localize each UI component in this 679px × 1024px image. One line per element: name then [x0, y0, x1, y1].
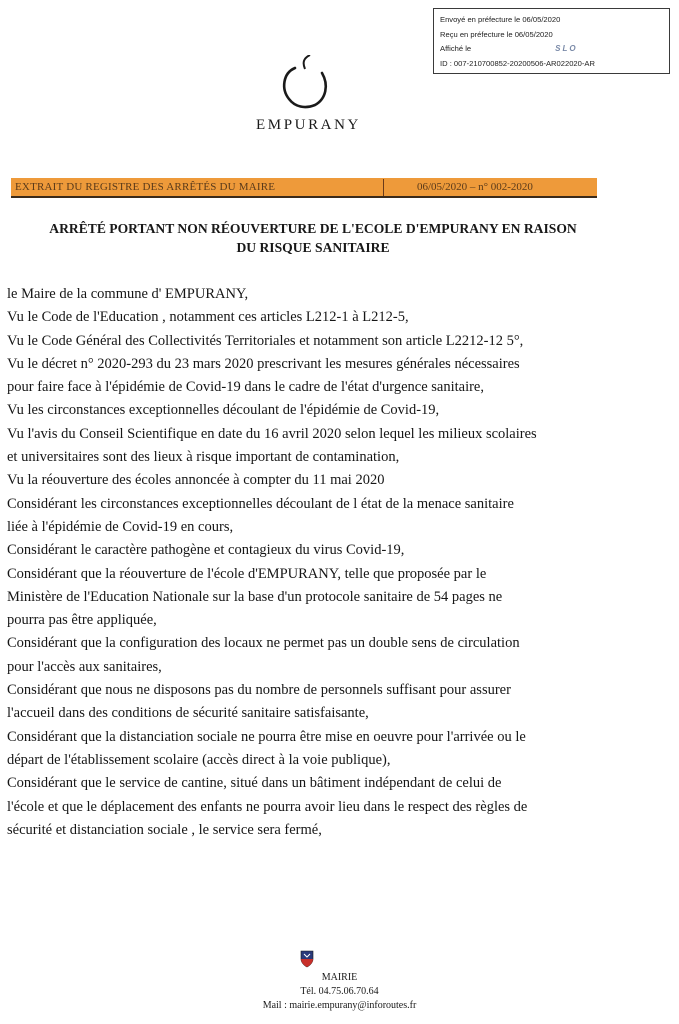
body-line: sécurité et distanciation sociale , le service sera fermé, [7, 821, 322, 838]
apple-logo-icon [280, 55, 330, 113]
prefecture-stamp [433, 8, 670, 74]
stamp-received: Reçu en préfecture le 06/05/2020 [440, 29, 553, 39]
body-line: Considérant que le service de cantine, situé dans un bâtiment indépendant de celui de [7, 775, 502, 792]
body-line: le Maire de la commune d' EMPURANY, [7, 286, 249, 302]
stamp-posted [440, 42, 669, 57]
decree-number: 06/05/2020 – n° 002-2020 [417, 181, 533, 193]
body-line: Vu le Code Général des Collectivités Territoriales et notamment son article L2212-12 5°, [7, 332, 524, 349]
footer-email: Mail : mairie.empurany@inforoutes.fr [262, 1000, 417, 1011]
body-line: Considérant les circonstances exceptionnelles découlant de l état de la menace sanitaire [7, 495, 514, 512]
register-band [11, 178, 597, 198]
coat-of-arms-icon [300, 950, 314, 968]
body-line: Considérant que la configuration des locaux ne permet pas un double sens de circulation [7, 635, 520, 652]
body-line: Vu le Code de l'Education , notamment ces articles L212-1 à L212-5, [7, 309, 409, 326]
body-line: Considérant que la réouverture de l'école d'EMPURANY, telle que proposée par le [7, 565, 487, 582]
body-line: Considérant que la distanciation sociale ne pourra être mise en oeuvre pour l'arrivée ou le [7, 728, 526, 745]
body-line: l'accueil dans des conditions de sécurité sanitaire satisfaisante, [7, 705, 369, 722]
body-line: Considérant le caractère pathogène et contagieux du virus Covid-19, [7, 542, 405, 559]
band-separator [383, 179, 384, 196]
body-line: Vu l'avis du Conseil Scientifique en date du 16 avril 2020 selon lequel les milieux scolaires [7, 425, 537, 442]
body-line: Vu le décret n° 2020-293 du 23 mars 2020 prescrivant les mesures générales nécessaires [7, 355, 520, 372]
body-line: Vu les circonstances exceptionnelles découlant de l'épidémie de Covid-19, [7, 402, 440, 419]
body-line: liée à l'épidémie de Covid-19 en cours, [7, 518, 234, 535]
register-label: EXTRAIT DU REGISTRE DES ARRÊTÉS DU MAIRE [15, 181, 276, 193]
title-line-2: DU RISQUE SANITAIRE [236, 240, 390, 255]
stamp-id: ID : 007-210700852-20200506-AR022020-AR [440, 58, 595, 68]
municipality-name: EMPURANY [256, 117, 361, 133]
body-line: Vu la réouverture des écoles annoncée à compter du 11 mai 2020 [7, 472, 385, 489]
footer-phone: Tél. 04.75.06.70.64 [300, 986, 379, 997]
decree-body [7, 283, 672, 842]
stamp-posted-label: Affiché le [440, 44, 472, 53]
body-line: pour faire face à l'épidémie de Covid-19 dans le cadre de l'état d'urgence sanitaire, [7, 379, 484, 396]
stamp-signature: SLO [555, 44, 578, 53]
body-line: départ de l'établissement scolaire (accès direct à la voie publique), [7, 751, 391, 768]
body-line: pourra pas être appliquée, [7, 612, 157, 629]
footer-mairie: MAIRIE [321, 972, 358, 983]
decree-title [0, 219, 626, 257]
body-line: et universitaires sont des lieux à risque important de contamination, [7, 449, 400, 466]
body-line: Considérant que nous ne disposons pas du nombre de personnels suffisant pour assurer [7, 682, 511, 699]
title-line-1: ARRÊTÉ PORTANT NON RÉOUVERTURE DE L'ECOLE D'EMPURANY EN RAISON [49, 221, 577, 236]
stamp-sent: Envoyé en préfecture le 06/05/2020 [440, 15, 561, 24]
body-line: Ministère de l'Education Nationale sur la base d'un protocole sanitaire de 54 pages ne [7, 588, 503, 605]
body-line: pour l'accès aux sanitaires, [7, 658, 162, 675]
body-line: l'école et que le déplacement des enfants ne pourra avoir lieu dans le respect des règles de [7, 798, 528, 815]
